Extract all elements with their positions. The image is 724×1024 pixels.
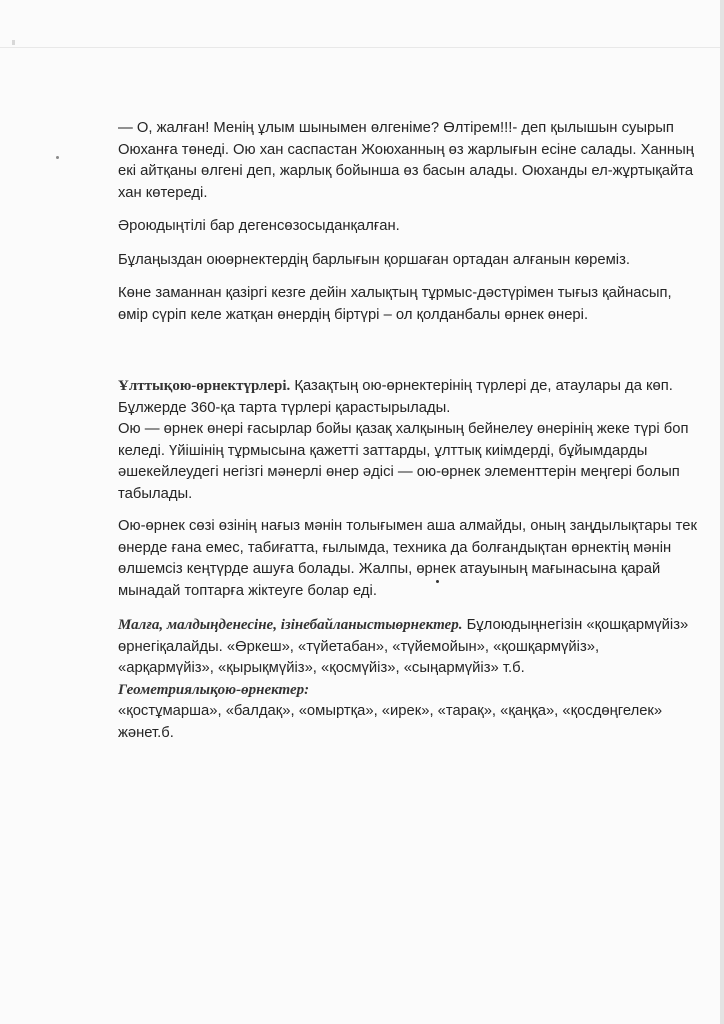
- paragraph-ornament-types: [118, 376, 698, 505]
- paragraph-dialogue: — О, жалған! Менің ұлым шынымен өлгеніме? Өлтірем!!!- деп қылышын суырып Оюханға төнеді. Ою хан саспастан Жоюханның өз жарлығын есіне салады. Ханның екі айтқаны өлгені деп, жарлық бойынша өз басын алады. Оюханды ел-жұртықайта хан көтереді.: [118, 120, 694, 201]
- paragraph-text: Бұлоюдыңнегізін «қошқармүйіз» өрнегіқалайды. «Өркеш», «түйетабан», «түйемойын», «қошқармүйіз», «арқармүйіз», «қырықмүйіз», «қосмүйіз», «сыңармүйіз» т.б.: [118, 617, 689, 676]
- heading-animal-ornaments: Малға, малдыңденесіне, ізінебайланыстыөрнектер.: [118, 617, 463, 633]
- paragraph-ornament-meaning: Ою-өрнек сөзі өзінің нағыз мәнін толығымен аша алмайды, оның заңдылықтары тек өнерде ғана емес, табиғатта, ғылымда, техника да болғандықтан өрнектің мәнін өлшемсіз кеңтүрде ашуға болады. Жалпы, өрнек атауының мағынасына қарай мынадай топтарға жіктеуге болар еді.: [118, 518, 697, 599]
- paragraph-text: «қостұмарша», «балдақ», «омыртқа», «ирек», «тарақ», «қаңқа», «қосдөңгелек» жәнет.б.: [118, 703, 663, 741]
- heading-geometric-ornaments: Геометриялықою-өрнектер:: [118, 681, 310, 698]
- document-body: [118, 118, 698, 744]
- scan-top-edge: [0, 47, 724, 48]
- paragraph-text: Ою — өрнек өнері ғасырлар бойы қазақ халқының бейнелеу өнерінің жеке түрі боп келеді. Үйішінің тұрмысына қажетті заттарды, ұлттық киімдерді, бұйымдарды әшекейлеудегі негізгі мәнерлі өнер әдісі — ою-өрнек элементтерін меңгері болып табылады.: [118, 421, 689, 502]
- paragraph-conclusion: Бұлаңыздан оюөрнектердің барлығын қоршаған ортадан алғанын көреміз.: [118, 251, 630, 268]
- section-ornament-types: [118, 376, 698, 744]
- paragraph-text: Қазақтың ою-өрнектерінің түрлері де, атаулары да көп. Бұлжерде 360-қа тарта түрлері қарастырылады.: [118, 378, 673, 416]
- scan-speck: [56, 156, 59, 159]
- paragraph-saying: Әроюдыңтілі бар дегенсөзосыданқалған.: [118, 218, 400, 234]
- scan-mark: [12, 40, 15, 45]
- paragraph-animal-ornaments: [118, 615, 698, 744]
- scan-right-edge: [720, 0, 724, 1024]
- heading-national-ornaments: Ұлттықою-өрнектүрлері.: [118, 378, 291, 394]
- paragraph-applied-art: Көне заманнан қазіргі кезге дейін халықтың тұрмыс-дәстүрімен тығыз қайнасып, өмір сүріп келе жатқан өнердің біртүрі – ол қолданбалы өрнек өнері.: [118, 285, 672, 323]
